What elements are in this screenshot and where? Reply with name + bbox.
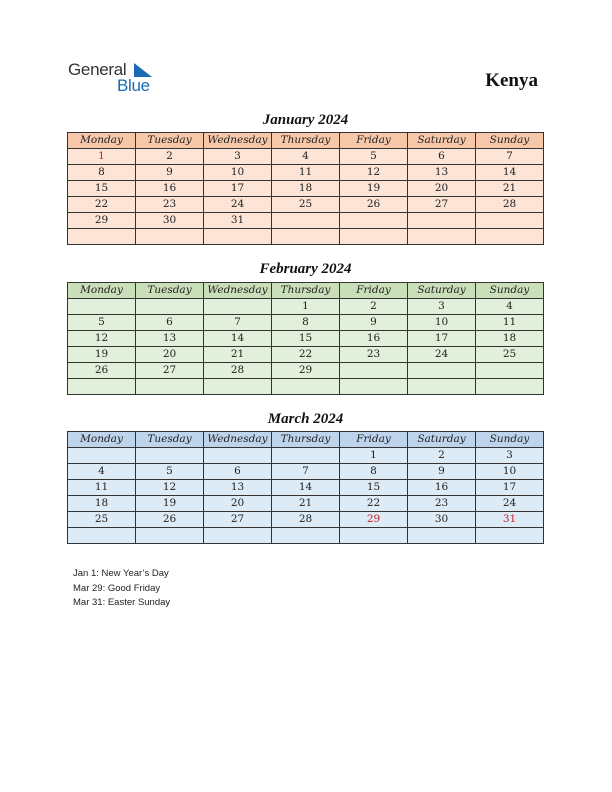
day-cell: 13	[204, 480, 272, 496]
day-cell: 19	[68, 347, 136, 363]
weekday-header: Friday	[340, 432, 408, 448]
weekday-header: Sunday	[476, 432, 544, 448]
month-title-february: February 2024	[259, 261, 352, 277]
day-cell: 28	[476, 197, 544, 213]
day-cell	[408, 528, 476, 544]
day-cell: 1	[340, 448, 408, 464]
week-row	[68, 299, 544, 315]
day-cell: 7	[204, 315, 272, 331]
day-cell	[136, 229, 204, 245]
day-cell	[204, 229, 272, 245]
weekday-header: Monday	[68, 432, 136, 448]
day-cell: 14	[476, 165, 544, 181]
calendar-january	[67, 132, 544, 245]
day-cell	[272, 229, 340, 245]
day-cell: 2	[340, 299, 408, 315]
holiday-list	[73, 567, 170, 611]
holiday-day-cell: 31	[476, 512, 544, 528]
day-cell: 17	[476, 480, 544, 496]
day-cell: 9	[136, 165, 204, 181]
day-cell	[68, 448, 136, 464]
day-cell: 24	[408, 347, 476, 363]
day-cell	[476, 229, 544, 245]
weekday-header: Tuesday	[136, 432, 204, 448]
weekday-header-row	[68, 133, 544, 149]
day-cell: 22	[340, 496, 408, 512]
day-cell: 16	[340, 331, 408, 347]
weekday-header-row	[68, 283, 544, 299]
day-cell: 21	[272, 496, 340, 512]
week-row	[68, 165, 544, 181]
day-cell: 20	[136, 347, 204, 363]
day-cell	[68, 229, 136, 245]
day-cell: 6	[408, 149, 476, 165]
day-cell	[136, 528, 204, 544]
day-cell	[408, 213, 476, 229]
day-cell	[68, 299, 136, 315]
day-cell: 19	[136, 496, 204, 512]
day-cell: 13	[136, 331, 204, 347]
day-cell	[68, 528, 136, 544]
day-cell	[136, 379, 204, 395]
week-row	[68, 464, 544, 480]
week-row	[68, 229, 544, 245]
day-cell: 14	[204, 331, 272, 347]
day-cell	[340, 379, 408, 395]
day-cell: 5	[340, 149, 408, 165]
day-cell: 11	[476, 315, 544, 331]
day-cell: 8	[340, 464, 408, 480]
day-cell: 27	[408, 197, 476, 213]
day-cell: 20	[408, 181, 476, 197]
day-cell: 11	[272, 165, 340, 181]
logo-text-general: General	[68, 60, 127, 79]
day-cell: 28	[204, 363, 272, 379]
day-cell: 26	[136, 512, 204, 528]
day-cell: 1	[272, 299, 340, 315]
day-cell	[272, 213, 340, 229]
day-cell: 3	[204, 149, 272, 165]
logo-text-blue: Blue	[117, 76, 150, 95]
day-cell: 30	[408, 512, 476, 528]
week-row	[68, 480, 544, 496]
day-cell	[340, 363, 408, 379]
holiday-item: Mar 29: Good Friday	[73, 582, 161, 594]
day-cell: 3	[476, 448, 544, 464]
week-row	[68, 197, 544, 213]
holiday-item: Jan 1: New Year’s Day	[73, 568, 169, 579]
weekday-header-row	[68, 432, 544, 448]
logo-triangle-icon	[132, 63, 154, 77]
day-cell	[476, 363, 544, 379]
day-cell: 15	[340, 480, 408, 496]
day-cell	[408, 229, 476, 245]
day-cell: 8	[272, 315, 340, 331]
day-cell	[204, 299, 272, 315]
day-cell: 18	[68, 496, 136, 512]
day-cell: 11	[68, 480, 136, 496]
day-cell: 22	[68, 197, 136, 213]
day-cell: 2	[136, 149, 204, 165]
weekday-header: Friday	[340, 283, 408, 299]
day-cell: 29	[68, 213, 136, 229]
day-cell: 28	[272, 512, 340, 528]
day-cell: 23	[340, 347, 408, 363]
day-cell	[272, 448, 340, 464]
week-row	[68, 213, 544, 229]
day-cell: 27	[136, 363, 204, 379]
week-row	[68, 363, 544, 379]
day-cell: 4	[272, 149, 340, 165]
weekday-header: Sunday	[476, 283, 544, 299]
weekday-header: Thursday	[272, 133, 340, 149]
calendar-march	[67, 431, 544, 544]
weekday-header: Tuesday	[136, 283, 204, 299]
day-cell	[476, 379, 544, 395]
week-row	[68, 331, 544, 347]
day-cell: 10	[204, 165, 272, 181]
day-cell	[408, 363, 476, 379]
day-cell: 29	[272, 363, 340, 379]
day-cell	[272, 379, 340, 395]
day-cell	[204, 379, 272, 395]
weekday-header: Wednesday	[204, 432, 272, 448]
day-cell	[408, 379, 476, 395]
day-cell: 25	[476, 347, 544, 363]
day-cell: 26	[340, 197, 408, 213]
day-cell: 6	[136, 315, 204, 331]
day-cell	[204, 448, 272, 464]
week-row	[68, 448, 544, 464]
week-row	[68, 315, 544, 331]
week-row	[68, 379, 544, 395]
day-cell: 24	[204, 197, 272, 213]
day-cell	[136, 448, 204, 464]
day-cell	[340, 229, 408, 245]
country-name: Kenya	[485, 70, 538, 91]
day-cell: 16	[136, 181, 204, 197]
day-cell: 15	[68, 181, 136, 197]
weekday-header: Tuesday	[136, 133, 204, 149]
weekday-header: Wednesday	[204, 283, 272, 299]
day-cell: 16	[408, 480, 476, 496]
day-cell: 12	[136, 480, 204, 496]
day-cell: 13	[408, 165, 476, 181]
day-cell	[340, 528, 408, 544]
day-cell	[340, 213, 408, 229]
weekday-header: Saturday	[408, 283, 476, 299]
weekday-header: Thursday	[272, 432, 340, 448]
weekday-header: Monday	[68, 283, 136, 299]
calendar-february	[67, 282, 544, 395]
weekday-header: Sunday	[476, 133, 544, 149]
day-cell: 12	[340, 165, 408, 181]
day-cell: 30	[136, 213, 204, 229]
day-cell: 31	[204, 213, 272, 229]
day-cell: 26	[68, 363, 136, 379]
day-cell: 4	[68, 464, 136, 480]
day-cell: 12	[68, 331, 136, 347]
day-cell: 10	[476, 464, 544, 480]
day-cell: 18	[272, 181, 340, 197]
day-cell: 25	[272, 197, 340, 213]
day-cell: 17	[408, 331, 476, 347]
weekday-header: Saturday	[408, 432, 476, 448]
day-cell: 3	[408, 299, 476, 315]
week-row	[68, 347, 544, 363]
day-cell: 14	[272, 480, 340, 496]
day-cell: 4	[476, 299, 544, 315]
day-cell: 17	[204, 181, 272, 197]
month-title-january: January 2024	[262, 112, 349, 128]
generalblue-logo	[68, 60, 168, 96]
holiday-item: Mar 31: Easter Sunday	[73, 597, 171, 608]
day-cell: 27	[204, 512, 272, 528]
day-cell	[272, 528, 340, 544]
day-cell: 21	[476, 181, 544, 197]
day-cell: 5	[136, 464, 204, 480]
day-cell: 5	[68, 315, 136, 331]
day-cell	[68, 379, 136, 395]
day-cell: 6	[204, 464, 272, 480]
day-cell: 9	[408, 464, 476, 480]
day-cell	[476, 213, 544, 229]
day-cell: 15	[272, 331, 340, 347]
weekday-header: Monday	[68, 133, 136, 149]
day-cell: 24	[476, 496, 544, 512]
day-cell: 10	[408, 315, 476, 331]
week-row	[68, 181, 544, 197]
day-cell: 25	[68, 512, 136, 528]
day-cell: 23	[408, 496, 476, 512]
week-row	[68, 528, 544, 544]
week-row	[68, 496, 544, 512]
day-cell	[204, 528, 272, 544]
day-cell: 9	[340, 315, 408, 331]
day-cell: 23	[136, 197, 204, 213]
week-row	[68, 149, 544, 165]
day-cell: 20	[204, 496, 272, 512]
day-cell: 19	[340, 181, 408, 197]
weekday-header: Wednesday	[204, 133, 272, 149]
day-cell: 18	[476, 331, 544, 347]
weekday-header: Saturday	[408, 133, 476, 149]
week-row	[68, 512, 544, 528]
day-cell: 7	[272, 464, 340, 480]
day-cell	[136, 299, 204, 315]
weekday-header: Thursday	[272, 283, 340, 299]
day-cell: 8	[68, 165, 136, 181]
day-cell	[476, 528, 544, 544]
day-cell: 21	[204, 347, 272, 363]
holiday-day-cell: 29	[340, 512, 408, 528]
day-cell: 7	[476, 149, 544, 165]
day-cell: 2	[408, 448, 476, 464]
month-title-march: March 2024	[267, 411, 344, 427]
weekday-header: Friday	[340, 133, 408, 149]
holiday-day-cell: 1	[68, 149, 136, 165]
day-cell: 22	[272, 347, 340, 363]
